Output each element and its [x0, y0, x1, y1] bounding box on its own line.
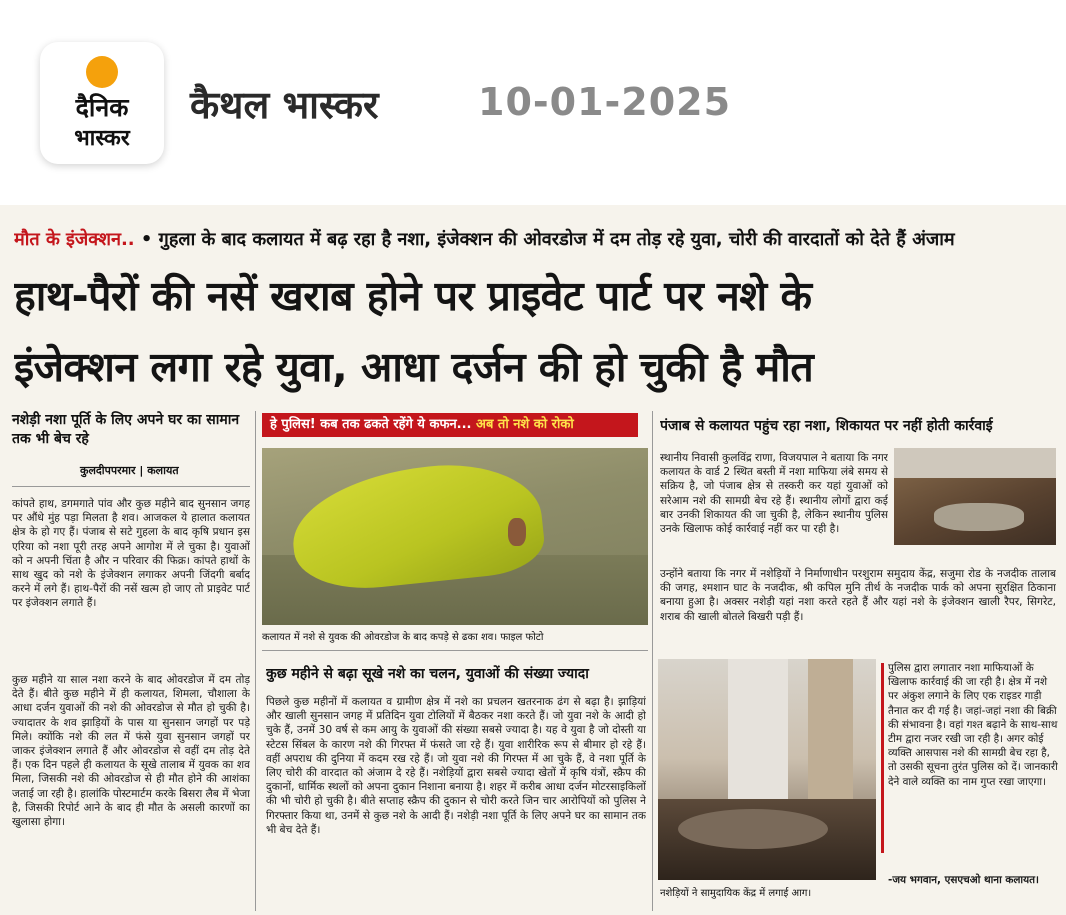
sun-icon — [86, 56, 118, 88]
kicker-text: • गुहला के बाद कलायत में बढ़ रहा है नशा, इंजेक्शन की ओवरडोज में दम तोड़ रहे युवा, चोरी की वारदातों को देते हैं अंजाम — [134, 229, 955, 250]
right-body-para1: स्थानीय निवासी कुलविंद्र राणा, विजयपाल ने बताया कि नगर कलायत के वार्ड 2 स्थित बस्ती में नशा माफिया लंबे समय से सक्रिय है, जो पंजाब क्षेत्र से तस्करी कर यहां युवाओं को सरेआम नशे की सामग्री बेच रहे हैं। स्थानीय लोगों द्वारा कई बार उनकी शिकायत की जा चुकी है, लेकिन स्थानीय पुलिस उनके खिलाफ कोई कार्रवाई नहीं कर पा रही है। — [660, 452, 888, 536]
police-statement-signoff: -जय भगवान, एसएचओ थाना कलायत। — [888, 874, 1039, 886]
burnt-community-center-photo — [658, 659, 876, 880]
kicker-line — [14, 227, 1054, 255]
left-body-para2: कुछ महीने या साल नशा करने के बाद ओवरडोज में दम तोड़ देते हैं। बीते कुछ महीने में ही कलायत, शिमला, चौशाला के आधा दर्जन युवाओं की नशे की ओवरडोज से मौत हो चुकी है। ज्यादातर के शव झाड़ियों के पास या सुनसान जगहों पर पड़े मिले। क्योंकि नशे की लत में फंसे युवा सुनसान जगहों पर जाकर इंजेक्शन लगाते हैं और ओवरडोज से वहीं दम तोड़ देते हैं। एक दिन पहले ही कलायत के सूखे तालाब में युवक का शव मिला, जिसकी नशे की ओवरडोज से ही मौत होने की आशंका जताई जा रही है। हालांकि पोस्टमार्टम करके बिसरा लैब में भेजा है, जिसकी रिपोर्ट आने के बाद ही मौत के असली कारणों का खुलासा होगा। — [12, 674, 250, 829]
edition-name: कैथल भास्कर — [190, 83, 379, 127]
injection-waste-photo — [894, 448, 1056, 545]
right-body-para2: उन्होंने बताया कि नगर में नशेड़ियों ने निर्माणाधीन परशुराम समुदाय केंद्र, सजुमा रोड के नजदीक तालाब की जगह, श्मशान घाट के नजदीक, श्री कपिल मुनि तीर्थ के नजदीक पार्क को अपना सुरक्षित ठिकाना बनाया हुआ है। अक्सर नशेड़ी यहां नशा करते रहते हैं और यहां नशे के इंजेक्शन खाली रैपर, सिगरेट, शराब की खाली बोतले बिखरी पड़ी हैं। — [660, 568, 1056, 623]
photo-bar-highlight: अब तो नशे को रोको — [471, 417, 574, 432]
side-note-accent — [881, 663, 884, 853]
divider — [262, 650, 648, 651]
headline-line1: हाथ-पैरों की नसें खराब होने पर प्राइवेट पार्ट पर नशे के — [14, 272, 812, 320]
column-divider — [652, 411, 653, 911]
divider — [12, 486, 250, 487]
headline-line2: इंजेक्शन लगा रहे युवा, आधा दर्जन की हो चुकी है मौत — [14, 343, 814, 391]
right-subheading: पंजाब से कलायत पहुंच रहा नशा, शिकायत पर नहीं होती कार्रवाई — [660, 418, 993, 434]
logo-line2: भास्कर — [74, 126, 130, 151]
mid-subheading: कुछ महीने से बढ़ा सूखे नशे का चलन, युवाओं की संख्या ज्यादा — [266, 666, 589, 682]
covered-body-photo — [262, 448, 648, 625]
left-body-para1: कांपते हाथ, डगमगाते पांव और कुछ महीने बाद सुनसान जगह पर औंधे मुंह पड़ा मिलता है शव। आजकल ये हालात कलायत क्षेत्र के हो गए हैं। पंजाब से सटे गुहला के बाद कृषि प्रधान इस एरिया को नशा पूरी तरह अपने आगोश में ले चुका है। युवाओं को न अपनी चिंता है और न परिवार की फिक्र। कांपते हाथों के साथ खुद को नशे के इंजेक्शन लगाकर अपनी जिंदगी बर्बाद करने में लगे हैं। हाथ-पैरों की नसें खत्म हो जाए तो प्राइवेट पार्ट पर इंजेक्शन लगाते हैं। — [12, 498, 250, 610]
photo-caption: कलायत में नशे से युवक की ओवरडोज के बाद कपड़े से ढका शव। फाइल फोटो — [262, 632, 544, 643]
logo-line1: दैनिक — [75, 93, 129, 122]
police-statement: पुलिस द्वारा लगातार नशा माफियाओं के खिलाफ कार्रवाई की जा रही है। क्षेत्र में नशे पर अंकुश लगाने के लिए एक राइडर गाड़ी तैनात कर दी गई है। जहां-जहां नशा की बिक्री की संभावना है। वहां गश्त बढ़ाने के साथ-साथ टीम द्वारा नजर रखी जा रही है। अगर कोई व्यक्ति आसपास नशे की सामग्री बेच रहा है, तो उसकी सूचना तुरंत पुलिस को दें। जानकारी देने वाले व्यक्ति का नाम गुप्त रखा जाएगा। — [888, 662, 1058, 788]
photo3-caption: नशेड़ियों ने सामुदायिक केंद्र में लगाई आग। — [660, 888, 812, 899]
kicker-label: मौत के इंजेक्शन.. — [14, 229, 135, 250]
photo-bar-text: हे पुलिस! कब तक ढकते रहेंगे ये कफन... — [270, 417, 472, 432]
byline: कुलदीपपरमार | कलायत — [80, 464, 179, 477]
newspaper-page — [0, 205, 1066, 915]
mid-body: पिछले कुछ महीनों में कलायत व ग्रामीण क्षेत्र में नशे का प्रचलन खतरनाक ढंग से बढ़ा है। झाड़ियां और खाली सुनसान जगह में प्रतिदिन युवा टोलियों में बैठकर नशा करते हैं। जो युवा नशे के आदी हो चुके हैं, उनमें 30 वर्ष से कम आयु के युवाओं की संख्या सबसे ज्यादा है। यह वे युवा है जो दोस्ती या स्टेटस सिंबल के कारण नशे की गिरफ्त में फंसते जा रहे हैं। युवा शारीरिक रूप से बीमार हो रहे हैं। वहीं अपराध की दुनिया में कदम रख रहे हैं। जो युवा नशे की गिरफ्त में आ चुके हैं, वे नशा पूर्ति के लिए चोरी की वारदात को अंजाम दे रहे हैं। नशेड़ियों द्वारा सबसे ज्यादा खेतों में कृषि यंत्रों, स्क्रैप की दुकानों, धार्मिक स्थलों को अपना दुकान निशाना बनाया है। शहर में करीब आधा दर्जन मोटरसाइकिलों की भी चोरी हो चुकी है। बीते सप्ताह स्क्रैप की दुकान से चोरी करते जिन चार आरोपियों को पुलिस ने गिरफ्तार किया था, उनमें से कुछ नशे के आदी हैं। नशेड़ी नशा पूर्ति के लिए अपने घर का सामान तक भी बेच देते हैं। — [266, 696, 646, 836]
edition-date: 10-01-2025 — [478, 80, 732, 124]
photo-headline-bar — [262, 413, 638, 437]
page-header — [0, 0, 1066, 205]
column-divider — [255, 411, 256, 911]
left-subheading: नशेड़ी नशा पूर्ति के लिए अपने घर का सामान तक भी बेच रहे — [12, 412, 240, 447]
dainik-bhaskar-logo[interactable] — [40, 42, 164, 164]
